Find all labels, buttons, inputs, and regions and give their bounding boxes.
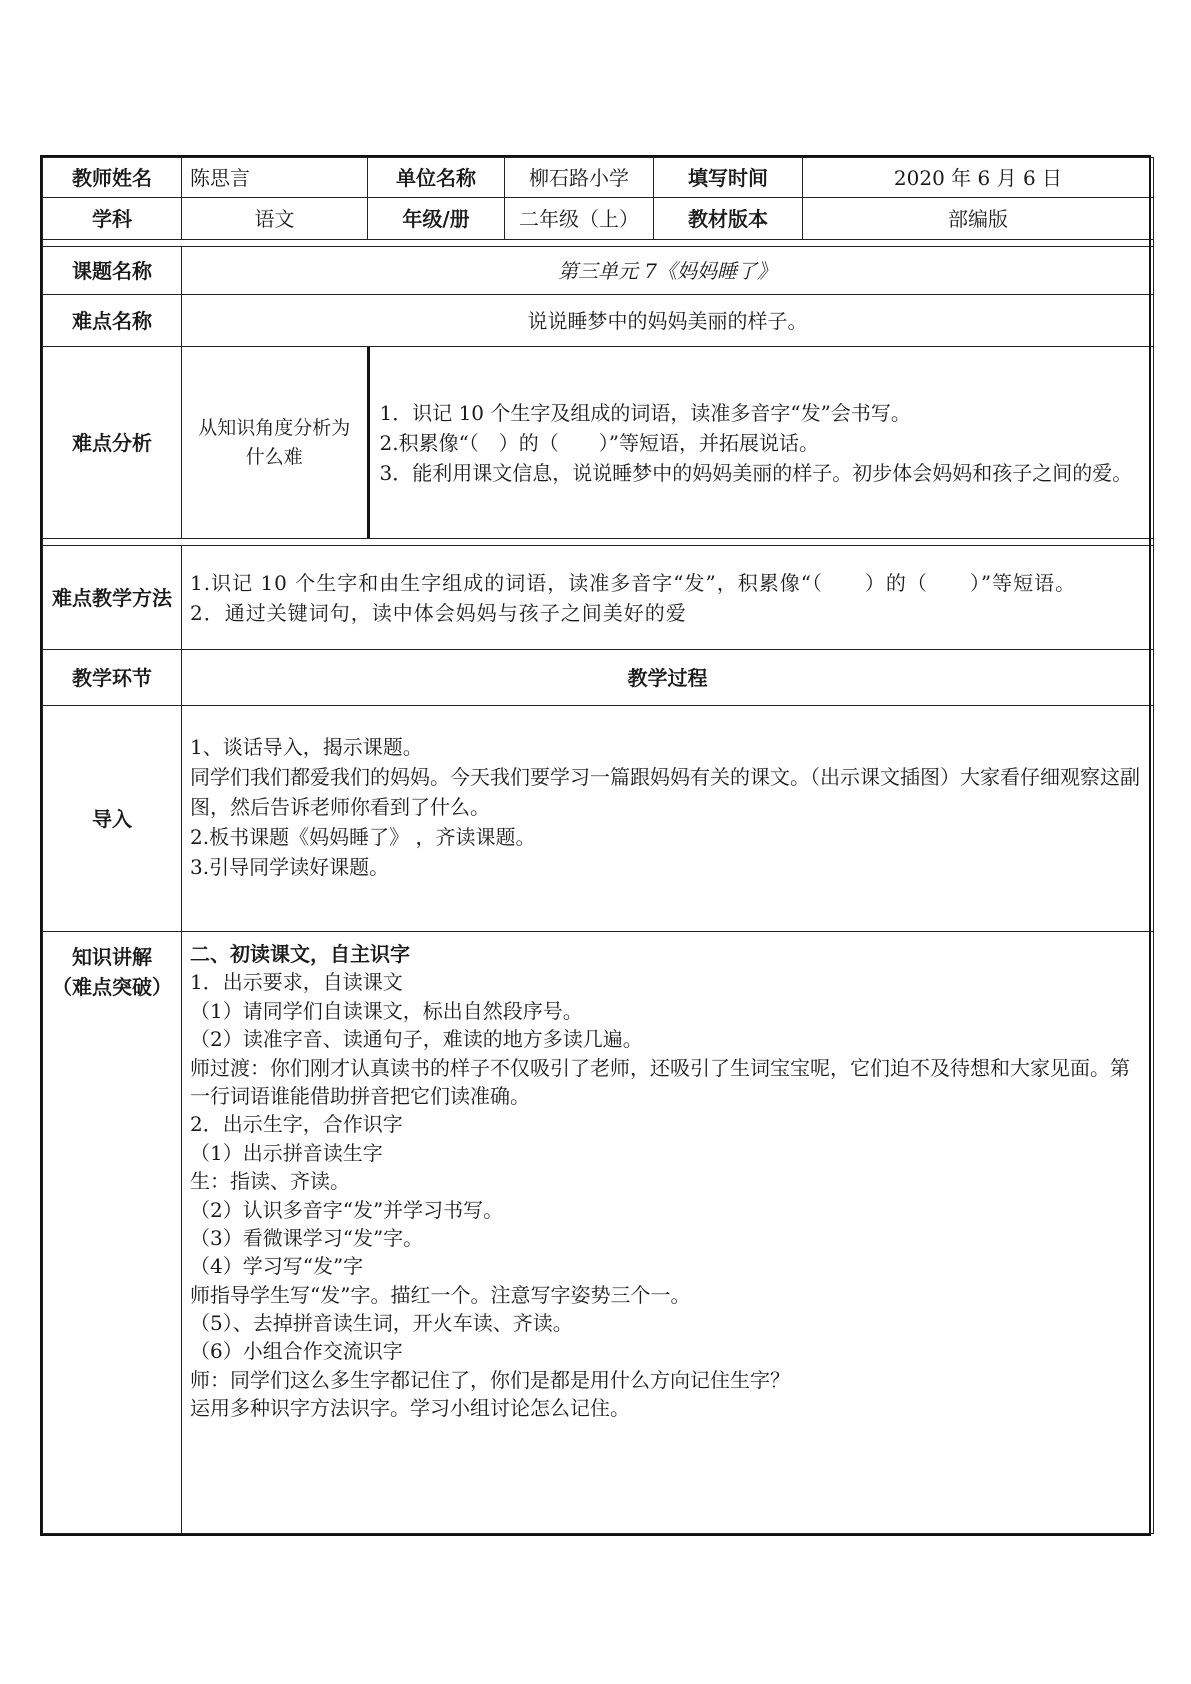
method-label: 难点教学方法 xyxy=(43,546,182,650)
knowledge-line-15: 运用多种识字方法识字。学习小组讨论怎么记住。 xyxy=(190,1396,630,1421)
subject-value: 语文 xyxy=(182,198,368,240)
header-row-1 xyxy=(43,158,1154,198)
date-label: 填写时间 xyxy=(654,158,803,198)
knowledge-label-line-2: （难点突破） xyxy=(52,975,172,999)
edition-label: 教材版本 xyxy=(654,198,803,240)
knowledge-line-5: 2．出示生字，合作识字 xyxy=(190,1112,403,1137)
analysis-text xyxy=(368,347,1153,538)
knowledge-line-2: （1）请同学们自读课文，标出自然段序号。 xyxy=(190,998,583,1023)
lesson-plan-table xyxy=(42,157,1154,1534)
knowledge-line-6: （1）出示拼音读生字 xyxy=(190,1140,383,1165)
knowledge-label-line-1: 知识讲解 xyxy=(72,945,152,969)
process-stage-label: 教学环节 xyxy=(43,650,182,706)
knowledge-line-14: 师：同学们这么多生字都记住了，你们是都是用什么方向记住生字？ xyxy=(190,1367,790,1392)
process-label: 教学过程 xyxy=(182,650,1154,706)
topic-value: 第三单元 7《妈妈睡了》 xyxy=(182,247,1154,295)
method-text xyxy=(182,546,1154,650)
analysis-content xyxy=(182,347,1154,539)
method-line-2: 2．通过关键词句，读中体会妈妈与孩子之间美好的爱 xyxy=(190,600,687,625)
subject-label: 学科 xyxy=(43,198,182,240)
unit-label: 单位名称 xyxy=(368,158,505,198)
knowledge-line-9: （3）看微课学习“发”字。 xyxy=(190,1225,424,1250)
lesson-plan-sheet xyxy=(40,155,1151,1536)
intro-line-2: 同学们我们都爱我们的妈妈。今天我们要学习一篇跟妈妈有关的课文。（出示课文插图）大家看仔细观察这副图，然后告诉老师你看到了什么。 xyxy=(190,765,1140,819)
teacher-label: 教师姓名 xyxy=(43,158,182,198)
edition-value: 部编版 xyxy=(803,198,1154,240)
analysis-label: 难点分析 xyxy=(43,347,182,539)
analysis-line-3: 3．能利用课文信息，说说睡梦中的妈妈美丽的样子。初步体会妈妈和孩子之间的爱。 xyxy=(379,460,1133,485)
grade-value: 二年级（上） xyxy=(505,198,654,240)
analysis-inner-table xyxy=(182,347,1153,538)
header-row-2 xyxy=(43,198,1154,240)
difficulty-row xyxy=(43,295,1154,347)
intro-line-4: 3.引导同学读好课题。 xyxy=(190,855,390,879)
topic-label: 课题名称 xyxy=(43,247,182,295)
knowledge-text xyxy=(182,932,1154,1534)
process-header-row xyxy=(43,650,1154,706)
intro-line-1: 1、谈话导入，揭示课题。 xyxy=(190,735,423,759)
row-gap xyxy=(43,539,1154,546)
knowledge-line-3: （2）读准字音、读通句子，难读的地方多读几遍。 xyxy=(190,1027,643,1052)
intro-row xyxy=(43,706,1154,932)
unit-value: 柳石路小学 xyxy=(505,158,654,198)
date-value: 2020 年 6 月 6 日 xyxy=(803,158,1154,198)
knowledge-line-10: （4）学习写“发”字 xyxy=(190,1254,364,1279)
row-gap xyxy=(43,240,1154,247)
intro-text xyxy=(182,706,1154,932)
teacher-value: 陈思言 xyxy=(182,158,368,198)
knowledge-line-11: 师指导学生写“发”字。描红一个。注意写字姿势三个一。 xyxy=(190,1282,691,1307)
knowledge-label xyxy=(43,932,182,1534)
knowledge-heading: 二、初读课文，自主识字 xyxy=(190,942,410,966)
knowledge-line-13: （6）小组合作交流识字 xyxy=(190,1339,403,1364)
knowledge-line-7: 生：指读、齐读。 xyxy=(190,1169,350,1194)
topic-row xyxy=(43,247,1154,295)
method-line-1: 1.识记 10 个生字和由生字组成的词语，读准多音字“发”，积累像“（ ）的（ ）”等短语。 xyxy=(190,570,1077,595)
analysis-sub-label: 从知识角度分析为什么难 xyxy=(182,347,368,538)
knowledge-line-12: （5）、去掉拼音读生词，开火车读、齐读。 xyxy=(190,1311,573,1336)
intro-line-3: 2.板书课题《妈妈睡了》 ，齐读课题。 xyxy=(190,825,536,849)
grade-label: 年级/册 xyxy=(368,198,505,240)
analysis-row xyxy=(43,347,1154,539)
intro-label: 导入 xyxy=(43,706,182,932)
knowledge-line-1: 1．出示要求，自读课文 xyxy=(190,970,403,995)
knowledge-row xyxy=(43,932,1154,1534)
analysis-line-2: 2.积累像“（ ）的（ ）”等短语，并拓展说话。 xyxy=(379,430,820,455)
difficulty-value: 说说睡梦中的妈妈美丽的样子。 xyxy=(182,295,1154,347)
method-row xyxy=(43,546,1154,650)
difficulty-label: 难点名称 xyxy=(43,295,182,347)
knowledge-line-4: 师过渡：你们刚才认真读书的样子不仅吸引了老师，还吸引了生词宝宝呢，它们迫不及待想和大家见面。第一行词语谁能借助拼音把它们读准确。 xyxy=(190,1055,1130,1108)
analysis-line-1: 1．识记 10 个生字及组成的词语，读准多音字“发”会书写。 xyxy=(379,400,911,425)
knowledge-line-8: （2）认识多音字“发”并学习书写。 xyxy=(190,1197,504,1222)
